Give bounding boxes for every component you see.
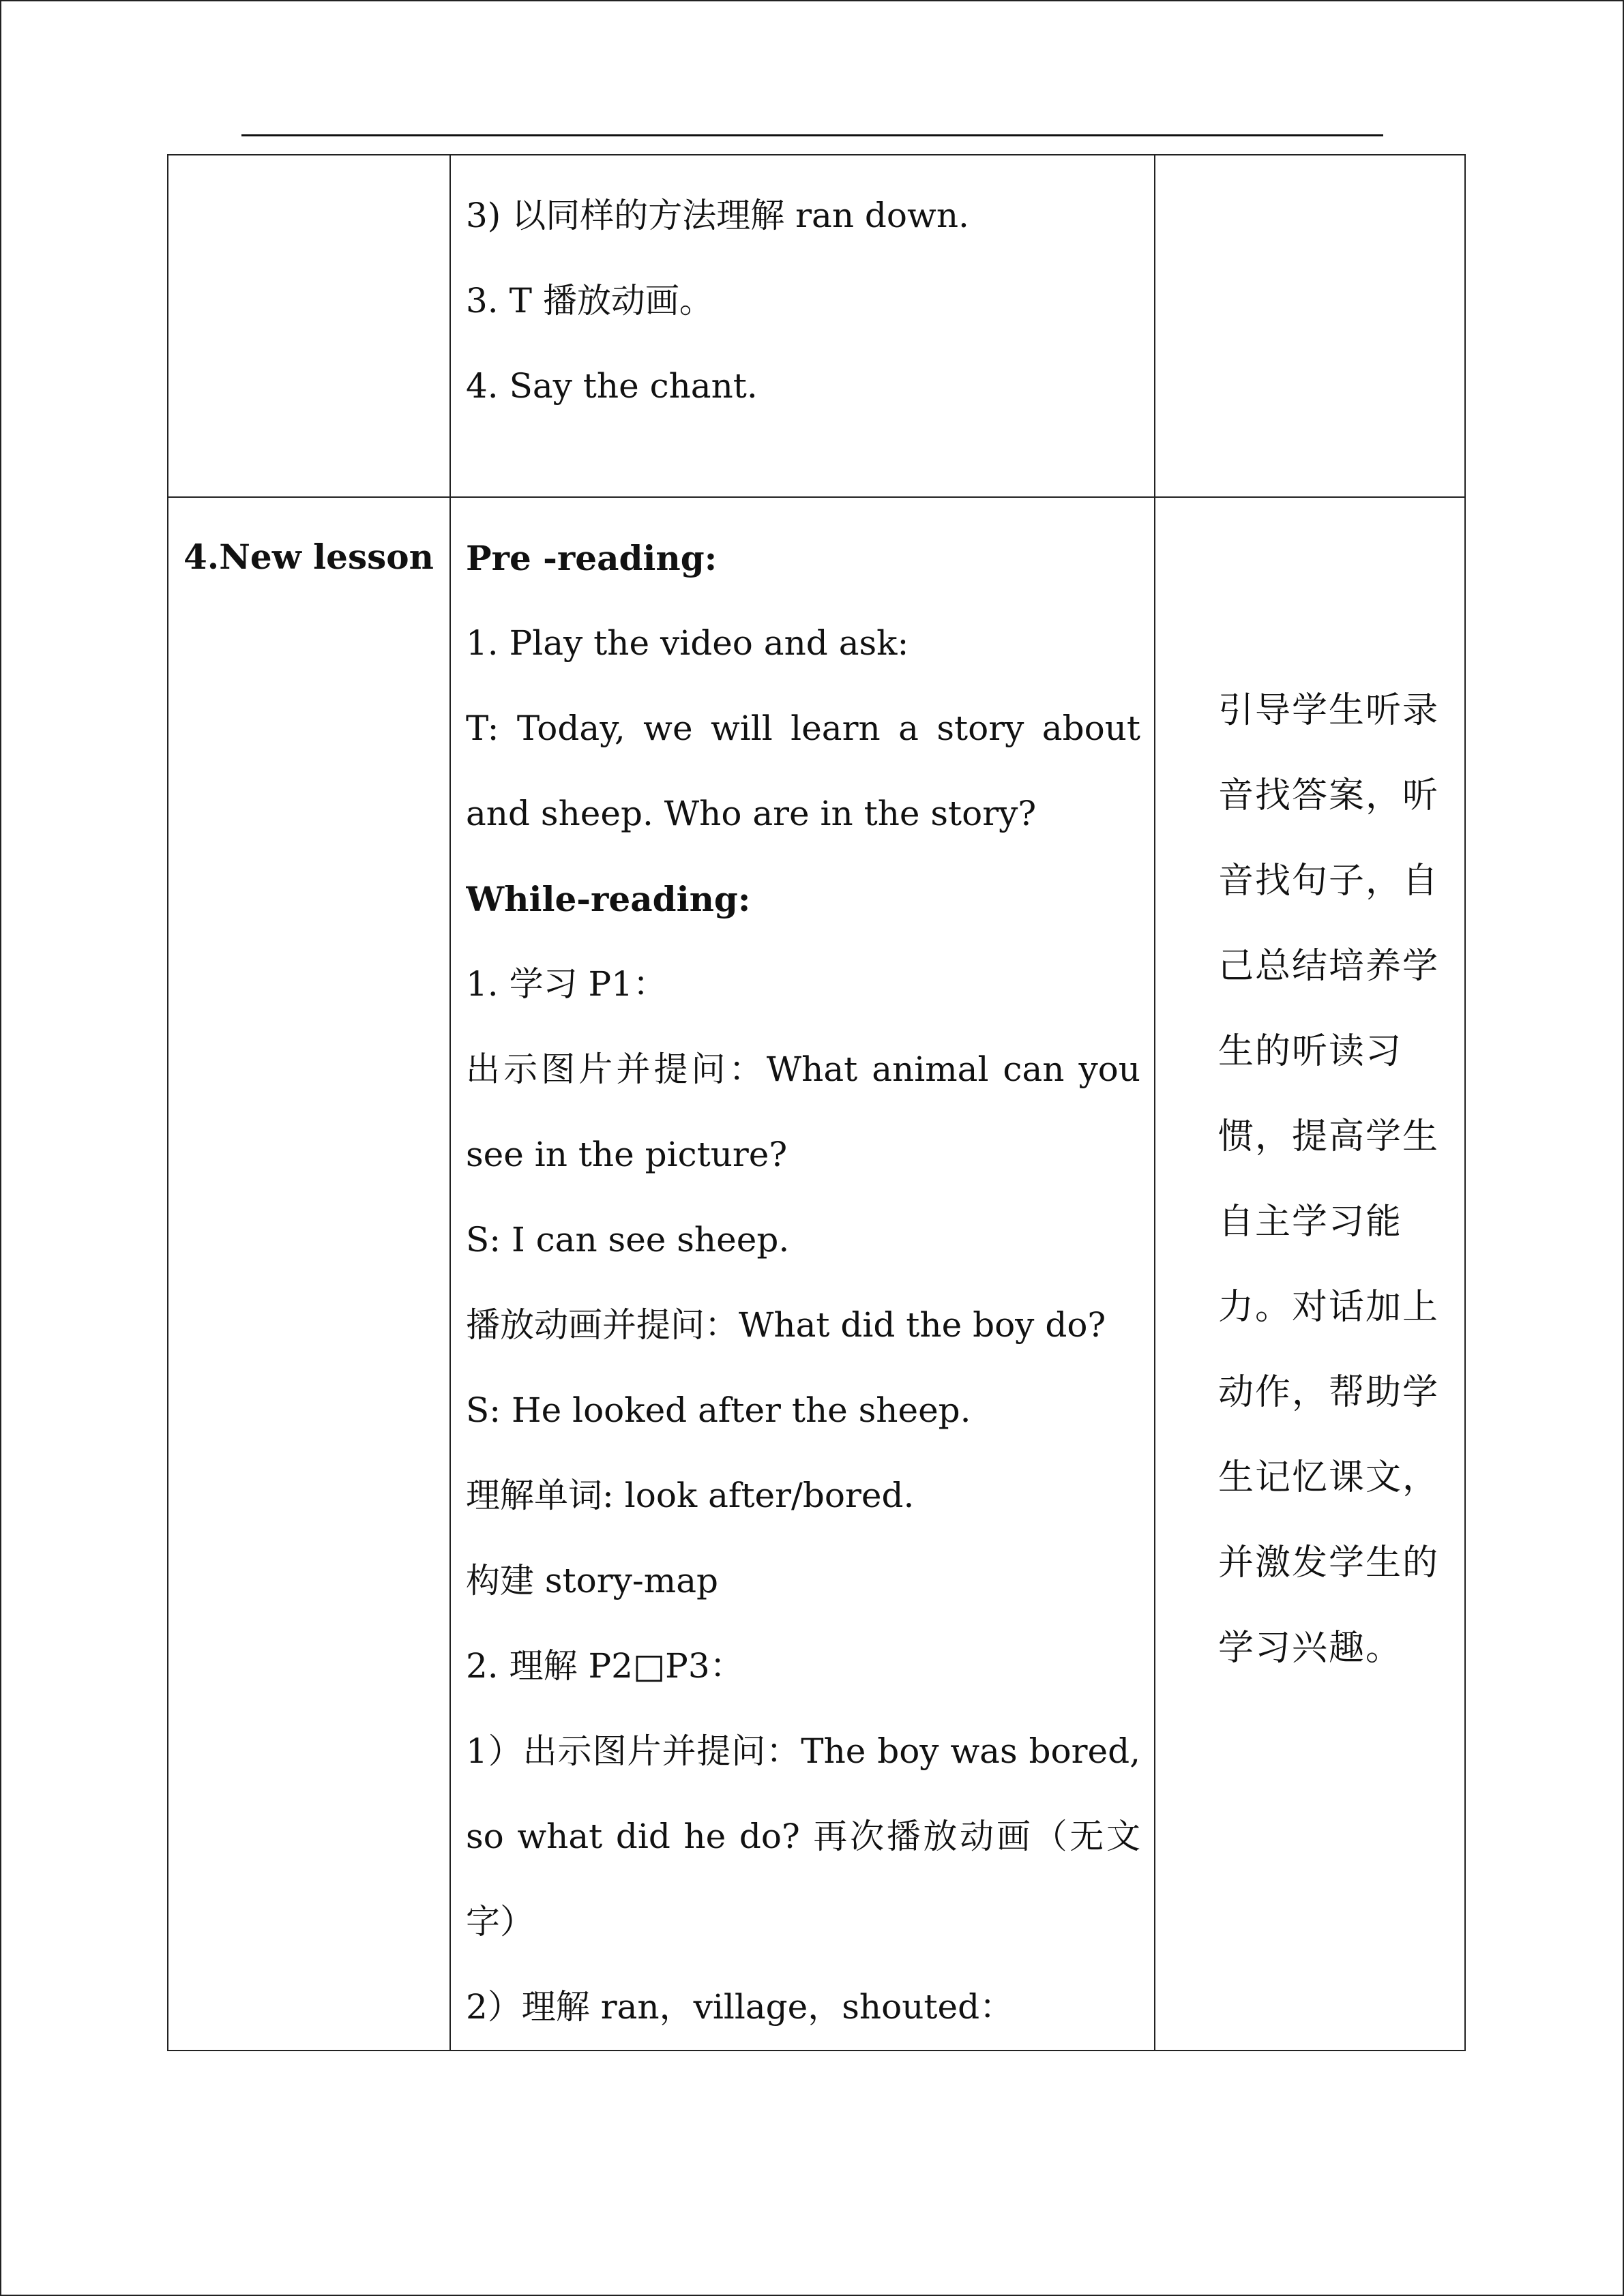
purpose-cell bbox=[1155, 155, 1465, 497]
purpose-line: 引导学生听录 bbox=[1218, 690, 1440, 731]
procedure-line: S: I can see sheep. bbox=[466, 1220, 790, 1259]
procedure-line: 1. Play the video and ask: bbox=[466, 623, 909, 663]
procedure-line: 2）理解 ran，village，shouted： bbox=[466, 1987, 1014, 2027]
purpose-cell bbox=[1155, 497, 1465, 2051]
purpose-line: 动作，帮助学 bbox=[1218, 1372, 1440, 1413]
purpose-notes bbox=[1218, 668, 1449, 1691]
header-rule bbox=[241, 134, 1383, 136]
purpose-line: 生记忆课文， bbox=[1218, 1457, 1440, 1498]
pre-reading-heading: Pre -reading: bbox=[466, 538, 718, 578]
procedure-line: 3. T 播放动画。 bbox=[466, 281, 713, 320]
purpose-line: 己总结培养学 bbox=[1218, 946, 1440, 987]
procedure-line: T: Today, we will learn a story about bbox=[466, 709, 1140, 748]
purpose-line: 音找句子，自 bbox=[1218, 861, 1440, 901]
step-label-cell bbox=[168, 497, 450, 2051]
purpose-line: 惯，提高学生 bbox=[1218, 1116, 1440, 1157]
procedure-line: 字） bbox=[466, 1902, 534, 1941]
procedure-line: 理解单词: look after/bored. bbox=[466, 1476, 915, 1515]
purpose-line: 并激发学生的 bbox=[1218, 1542, 1440, 1583]
procedure-line: 3) 以同样的方法理解 ran down. bbox=[466, 196, 969, 235]
procedure-line: 1）出示图片并提问：The boy was bored, bbox=[466, 1731, 1140, 1771]
procedure-cell bbox=[450, 155, 1155, 497]
procedure-line: 1. 学习 P1： bbox=[466, 964, 667, 1004]
step-label-cell bbox=[168, 155, 450, 497]
purpose-line: 力。对话加上 bbox=[1218, 1287, 1440, 1328]
purpose-line: 生的听读习 bbox=[1218, 1031, 1403, 1072]
step-label: 4.New lesson bbox=[183, 537, 434, 577]
table-row bbox=[168, 155, 1465, 497]
purpose-line: 音找答案，听 bbox=[1218, 775, 1440, 816]
while-reading-heading: While-reading: bbox=[466, 879, 751, 919]
procedure-line: 播放动画并提问：What did the boy do? bbox=[466, 1305, 1106, 1345]
procedure-cell bbox=[450, 497, 1155, 2051]
procedure-line: see in the picture? bbox=[466, 1135, 788, 1174]
procedure-line: 构建 story-map bbox=[466, 1561, 719, 1600]
table-row bbox=[168, 497, 1465, 2051]
procedure-line: 4. Say the chant. bbox=[466, 366, 758, 406]
procedure-line: 2. 理解 P2□P3： bbox=[466, 1646, 744, 1686]
purpose-line: 学习兴趣。 bbox=[1218, 1628, 1403, 1669]
lesson-plan-table bbox=[167, 154, 1466, 2051]
procedure-line: 出示图片并提问：What animal can you bbox=[466, 1049, 1140, 1089]
procedure-line: S: He looked after the sheep. bbox=[466, 1390, 971, 1430]
purpose-line: 自主学习能 bbox=[1218, 1202, 1403, 1242]
procedure-line: so what did he do? 再次播放动画（无文 bbox=[466, 1817, 1140, 1856]
procedure-line: and sheep. Who are in the story? bbox=[466, 794, 1037, 833]
